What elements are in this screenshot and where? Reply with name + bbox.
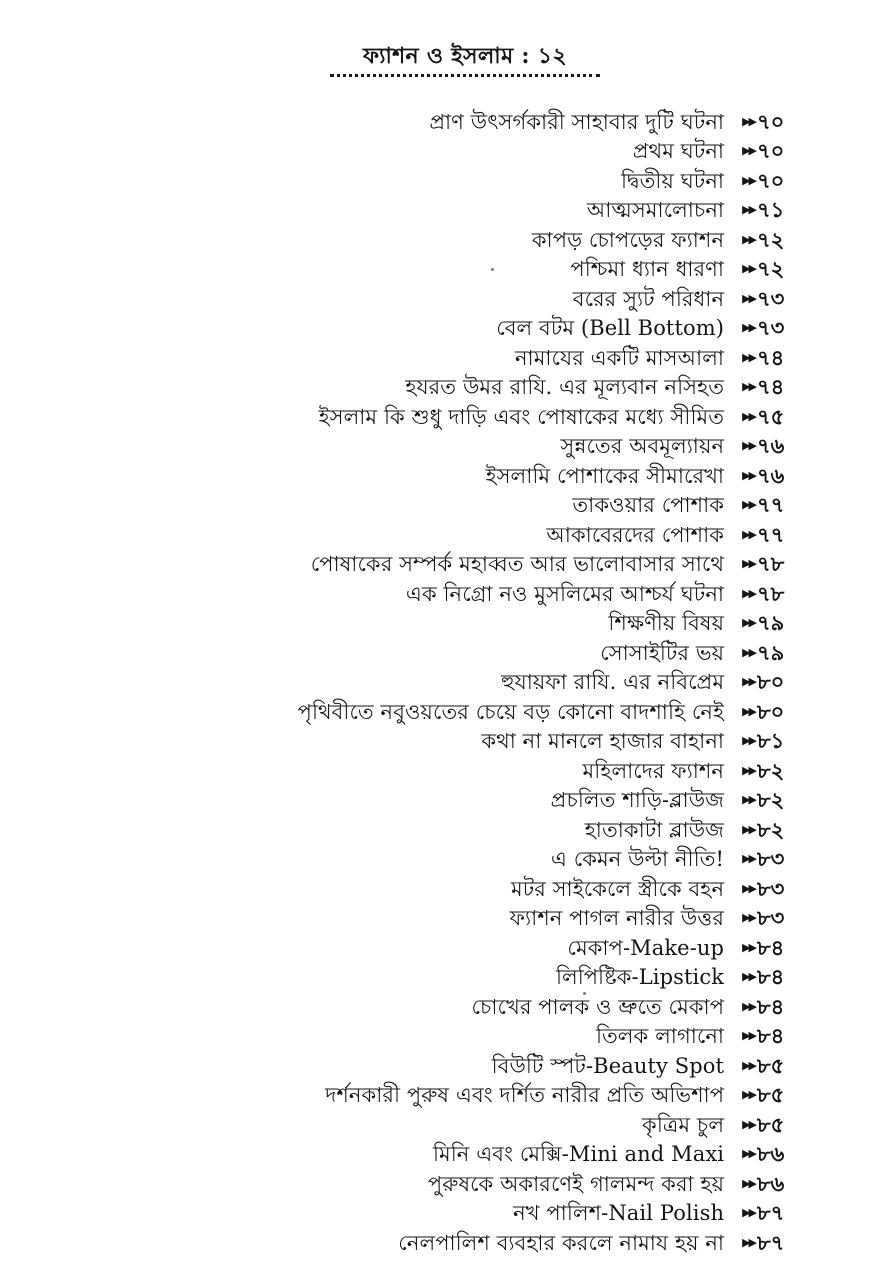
double-arrow-icon: ▶▶ [742,321,755,335]
toc-entry-page-number: ৮০ [757,698,785,724]
toc-entry-page-number: ৮০ [757,669,785,695]
toc-entry-page-number: ৭০ [757,138,785,164]
toc-entry-page-number: ৭৬ [757,462,785,488]
toc-entry-page-number: ৭৬ [757,433,785,459]
toc-entry-title: হুযায়ফা রাযি. এর নবিপ্রেম [501,670,725,695]
toc-entry-page-number: ৭৯ [757,639,785,665]
toc-entry-title: আকাবেরদের পোশাক [546,522,725,547]
toc-entry-title: মটর সাইকেলে স্ত্রীকে বহন [510,876,725,901]
toc-entry [27,668,787,698]
double-arrow-icon: ▶▶ [742,793,755,807]
toc-entry-title: প্রথম ঘটনা [632,139,725,164]
toc-entry [27,1022,787,1052]
double-arrow-icon: ▶▶ [742,940,755,954]
toc-entry [27,225,787,255]
toc-entry [27,343,787,373]
toc-entry [27,1051,787,1081]
toc-entry-page-number: ৭৭ [757,521,785,547]
toc-entry-page-number: ৮৪ [757,1023,785,1049]
toc-entry-page-number: ৮৩ [757,905,785,931]
toc-entry [27,166,787,196]
toc-entry-title: সোসাইটির ভয় [600,640,725,665]
toc-entry [27,107,787,137]
double-arrow-icon: ▶▶ [742,645,755,659]
toc-entry [27,461,787,491]
toc-entry-page-number: ৭৭ [757,492,785,518]
toc-entry-page-number: ৭০ [757,108,785,134]
toc-entry-page-number: ৭২ [757,256,785,282]
toc-entry-page-number: ৮২ [757,816,785,842]
toc-entry-page-number: ৭৪ [757,374,785,400]
double-arrow-icon: ▶▶ [742,1206,755,1220]
double-arrow-icon: ▶▶ [742,1235,755,1249]
toc-entry-page-number: ৮৪ [757,934,785,960]
toc-entry-page-number: ৭৫ [757,403,785,429]
toc-entry [27,904,787,934]
double-arrow-icon: ▶▶ [742,291,755,305]
toc-entry-title: কথা না মানলে হাজার বাহানা [481,729,725,754]
double-arrow-icon: ▶▶ [742,173,755,187]
double-arrow-icon: ▶▶ [742,498,755,512]
double-arrow-icon: ▶▶ [742,1029,755,1043]
table-of-contents [27,107,787,1258]
toc-entry-title: বিউটি স্পট-Beauty Spot [491,1053,725,1078]
toc-entry-title: ফ্যাশন পাগল নারীর উত্তর [509,906,725,931]
toc-entry-page-number: ৭৩ [757,315,785,341]
toc-entry-page-number: ৮৬ [757,1170,785,1196]
toc-entry [27,284,787,314]
toc-entry [27,1110,787,1140]
double-arrow-icon: ▶▶ [742,616,755,630]
toc-entry [27,402,787,432]
toc-entry-page-number: ৮২ [757,757,785,783]
toc-entry-page-number: ৮৪ [757,993,785,1019]
double-arrow-icon: ▶▶ [742,350,755,364]
toc-entry [27,638,787,668]
toc-entry-page-number: ৭৩ [757,285,785,311]
toc-entry-page-number: ৭০ [757,167,785,193]
toc-entry-title: মিনি এবং মেক্সি-Mini and Maxi [433,1142,725,1167]
toc-entry-title: চোখের পালক ও ভ্রুতে মেকাপ [471,994,725,1019]
double-arrow-icon: ▶▶ [742,675,755,689]
toc-entry-page-number: ৭৪ [757,344,785,370]
toc-entry-title: বরের স্যুট পরিধান [572,286,725,311]
toc-entry-title: মেকাপ-Make-up [567,935,725,960]
toc-entry-title: পোষাকের সম্পর্ক মহাব্বত আর ভালোবাসার সাথে [310,552,725,577]
toc-entry [27,992,787,1022]
double-arrow-icon: ▶▶ [742,881,755,895]
toc-entry [27,874,787,904]
toc-entry [27,963,787,993]
toc-entry-page-number: ৮৩ [757,875,785,901]
double-arrow-icon: ▶▶ [742,380,755,394]
toc-entry [27,196,787,226]
toc-entry [27,609,787,639]
double-arrow-icon: ▶▶ [742,1117,755,1131]
toc-entry-page-number: ৭৯ [757,610,785,636]
toc-entry [27,255,787,285]
toc-entry-page-number: ৮৫ [757,1052,785,1078]
double-arrow-icon: ▶▶ [742,1147,755,1161]
toc-entry-page-number: ৭৮ [757,580,785,606]
toc-entry-title: হযরত উমর রাযি. এর মূল্যবান নসিহত [405,375,725,400]
toc-entry-title: তিলক লাগানো [595,1024,725,1049]
toc-entry [27,373,787,403]
double-arrow-icon: ▶▶ [742,704,755,718]
double-arrow-icon: ▶▶ [742,262,755,276]
toc-entry-page-number: ৮৬ [757,1141,785,1167]
toc-entry-title: নখ পালিশ-Nail Polish [513,1201,725,1226]
toc-entry [27,756,787,786]
toc-entry-title: ইসলাম কি শুধু দাড়ি এবং পোষাকের মধ্যে সীমিত [318,404,725,429]
toc-entry [27,1169,787,1199]
toc-entry-page-number: ৮৫ [757,1111,785,1137]
double-arrow-icon: ▶▶ [742,911,755,925]
toc-entry-page-number: ৭১ [757,197,785,223]
double-arrow-icon: ▶▶ [742,203,755,217]
double-arrow-icon: ▶▶ [742,1058,755,1072]
toc-entry [27,845,787,875]
toc-entry [27,432,787,462]
toc-entry-title: পুরুষকে অকারণেই গালমন্দ করা হয় [427,1171,725,1196]
paper-speck [583,992,586,995]
toc-entry-page-number: ৮৭ [757,1200,785,1226]
toc-entry-title: ইসলামি পোশাকের সীমারেখা [485,463,725,488]
toc-entry-title: হাতাকাটা ব্লাউজ [584,817,725,842]
toc-entry-title: সুন্নতের অবমূল্যায়ন [560,434,725,459]
toc-entry [27,1199,787,1229]
toc-entry-page-number: ৮৭ [757,1229,785,1255]
toc-entry [27,815,787,845]
toc-entry-page-number: ৮৫ [757,1082,785,1108]
toc-entry-title: দর্শনকারী পুরুষ এবং দর্শিত নারীর প্রতি অভিশাপ [325,1083,725,1108]
double-arrow-icon: ▶▶ [742,970,755,984]
toc-entry-title: নামাযের একটি মাসআলা [514,345,725,370]
toc-entry-page-number: ৭৮ [757,551,785,577]
toc-entry-title: মহিলাদের ফ্যাশন [582,758,725,783]
double-arrow-icon: ▶▶ [742,527,755,541]
toc-entry-title: কাপড় চোপড়ের ফ্যাশন [531,227,725,252]
toc-entry-title: শিক্ষণীয় বিষয় [608,611,725,636]
double-arrow-icon: ▶▶ [742,114,755,128]
running-header [330,42,600,77]
toc-entry-title: বেল বটম (Bell Bottom) [496,316,725,341]
double-arrow-icon: ▶▶ [742,1088,755,1102]
toc-entry [27,314,787,344]
double-arrow-icon: ▶▶ [742,557,755,571]
toc-entry-page-number: ৮১ [757,728,785,754]
double-arrow-icon: ▶▶ [742,586,755,600]
toc-entry [27,727,787,757]
toc-entry-title: পৃথিবীতে নবুওয়তের চেয়ে বড় কোনো বাদশাহি নেই [297,699,725,724]
toc-entry-title: তাকওয়ার পোশাক [572,493,725,518]
toc-entry-title: এক নিগ্রো নও মুসলিমের আশ্চর্য ঘটনা [405,581,725,606]
double-arrow-icon: ▶▶ [742,999,755,1013]
toc-entry [27,1140,787,1170]
double-arrow-icon: ▶▶ [742,1176,755,1190]
toc-entry-page-number: ৮৩ [757,846,785,872]
toc-entry-title: লিপিষ্টিক-Lipstick [555,965,725,990]
toc-entry-page-number: ৮৪ [757,964,785,990]
toc-entry [27,933,787,963]
header-dotted-rule [330,74,600,77]
toc-entry-title: পশ্চিমা ধ্যান ধারণা [570,257,725,282]
paper-speck [491,268,494,271]
toc-entry-title: প্রাণ উৎসর্গকারী সাহাবার দুটি ঘটনা [429,109,725,134]
double-arrow-icon: ▶▶ [742,734,755,748]
toc-entry [27,786,787,816]
double-arrow-icon: ▶▶ [742,852,755,866]
toc-entry-title: এ কেমন উল্টা নীতি! [550,847,725,872]
toc-entry [27,137,787,167]
toc-entry [27,579,787,609]
toc-entry-title: কৃত্রিম চুল [642,1112,725,1137]
toc-entry-page-number: ৭২ [757,226,785,252]
toc-entry-page-number: ৮২ [757,787,785,813]
double-arrow-icon: ▶▶ [742,763,755,777]
double-arrow-icon: ▶▶ [742,409,755,423]
toc-entry-title: দ্বিতীয় ঘটনা [621,168,725,193]
double-arrow-icon: ▶▶ [742,439,755,453]
header-title: ফ্যাশন ও ইসলাম : ১২ [363,43,567,69]
double-arrow-icon: ▶▶ [742,144,755,158]
toc-entry [27,697,787,727]
toc-entry [27,550,787,580]
double-arrow-icon: ▶▶ [742,822,755,836]
toc-entry [27,1081,787,1111]
toc-entry-title: প্রচলিত শাড়ি-ব্লাউজ [550,788,725,813]
double-arrow-icon: ▶▶ [742,468,755,482]
toc-entry-title: আত্মসমালোচনা [586,198,725,223]
toc-entry-title: নেলপালিশ ব্যবহার করলে নামায হয় না [398,1230,725,1255]
toc-entry [27,520,787,550]
double-arrow-icon: ▶▶ [742,232,755,246]
toc-entry [27,491,787,521]
toc-entry [27,1228,787,1258]
